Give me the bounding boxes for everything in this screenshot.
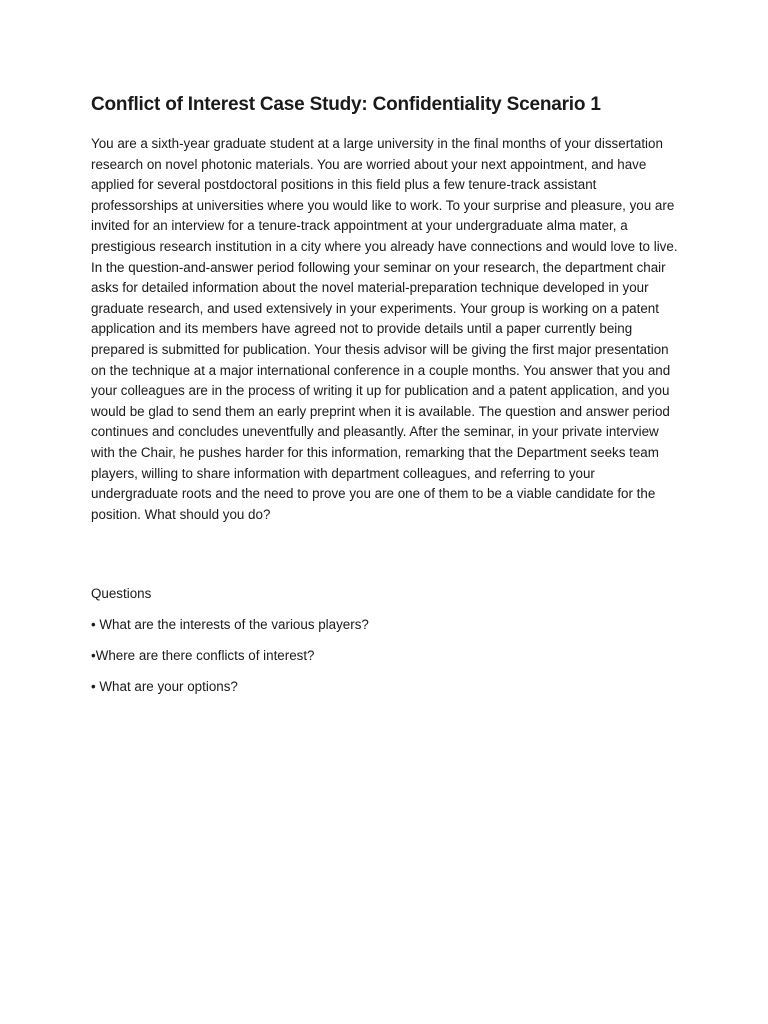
question-item-2: •Where are there conflicts of interest? (91, 648, 315, 664)
questions-section (91, 584, 683, 697)
question-item-1: • What are the interests of the various players? (91, 617, 369, 633)
document-title: Conflict of Interest Case Study: Confidentiality Scenario 1 (91, 94, 601, 115)
questions-heading: Questions (91, 586, 152, 602)
scenario-paragraph: You are a sixth-year graduate student at a large university in the final months of your dissertation research on novel photonic materials. You are worried about your next appointment, and have applied for several postdoctoral positions in this field plus a few tenure-track assistant professorships at universities where you would like to work. To your surprise and pleasure, you are invited for an interview for a tenure-track appointment at your undergraduate alma mater, a prestigious research institution in a city where you already have connections and would love to live. In the question-and-answer period following your seminar on your research, the department chair asks for detailed information about the novel material-preparation technique developed in your graduate research, and used extensively in your experiments. Your group is working on a patent application and its members have agreed not to provide details until a paper currently being prepared is submitted for publication. Your thesis advisor will be giving the first major presentation on the technique at a major international conference in a couple months. You answer that you and your colleagues are in the process of writing it up for publication and a patent application, and you would be glad to send them an early preprint when it is available. The question and answer period continues and concludes uneventfully and pleasantly. After the seminar, in your private interview with the Chair, he pushes harder for this information, remarking that the Department seeks team players, willing to share information with department colleagues, and referring to your undergraduate roots and the need to prove you are one of them to be a viable candidate for the position. What should you do? (91, 136, 678, 522)
document-page (91, 92, 683, 708)
question-item-3: • What are your options? (91, 679, 238, 695)
